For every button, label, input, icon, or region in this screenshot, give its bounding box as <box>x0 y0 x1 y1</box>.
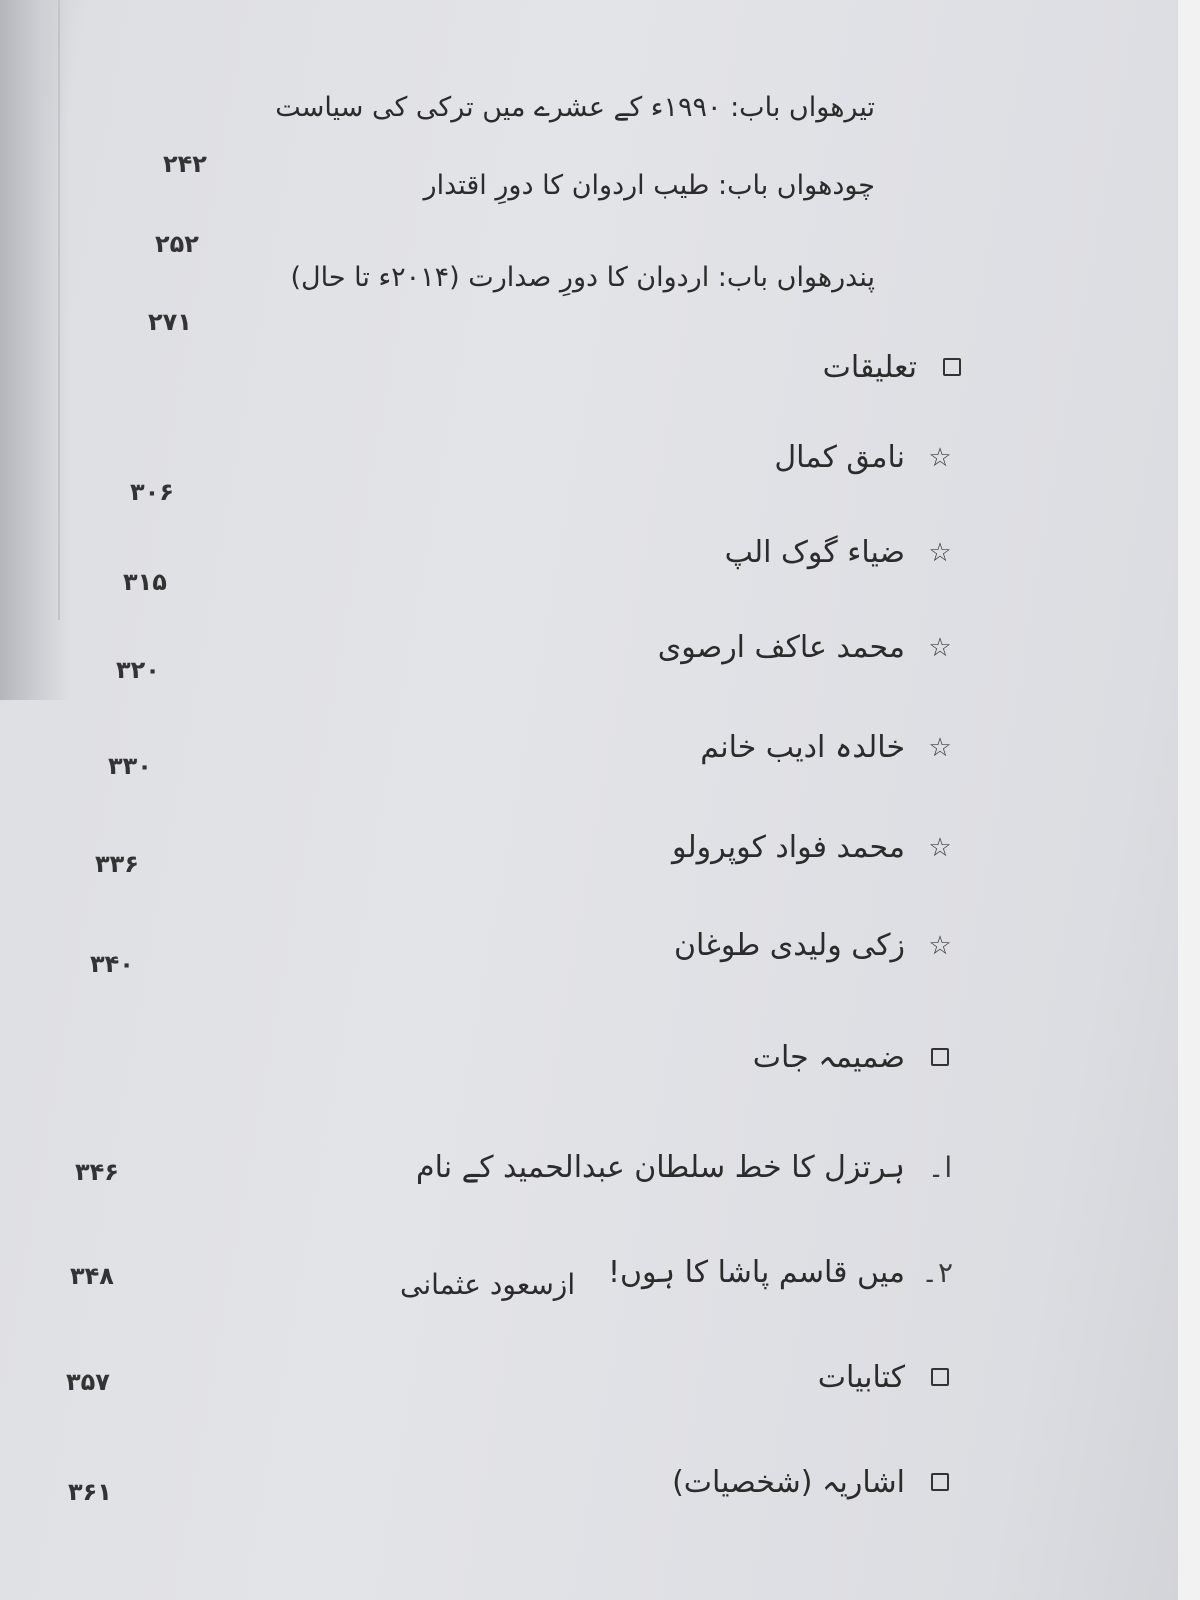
appendices-title: ضمیمہ جات <box>752 1040 905 1075</box>
notes-square-marker <box>939 353 965 383</box>
appendix-item-page: ۳۴۶ <box>75 1158 119 1186</box>
notes-item-title: ضیاء گوک الپ <box>724 535 905 570</box>
notes-item <box>674 928 953 963</box>
index-square-marker <box>927 1468 953 1498</box>
chapter-13-page: ۲۴۲ <box>163 150 207 178</box>
chapter-13-title: تیرھواں باب: ۱۹۹۰ء کے عشرے میں ترکی کی سیاست <box>275 92 875 123</box>
appendix-number: ۲۔ <box>921 1256 953 1289</box>
bibliography-entry <box>818 1360 953 1395</box>
notes-item-page: ۳۲۰ <box>116 656 160 684</box>
notes-item <box>725 535 953 570</box>
notes-item-title: محمد فواد کوپرولو <box>672 830 905 865</box>
bibliography-title: کتابیات <box>817 1360 905 1395</box>
chapter-15-page: ۲۷۱ <box>148 308 192 336</box>
notes-item <box>672 830 953 865</box>
bibliography-square-marker <box>927 1363 953 1393</box>
appendices-square-marker <box>927 1043 953 1073</box>
star-icon: ☆ <box>928 832 952 863</box>
appendix-item-page: ۳۴۸ <box>70 1262 114 1290</box>
chapter-14-page: ۲۵۲ <box>155 230 199 258</box>
chapter-14-title: چودھواں باب: طیب اردوان کا دورِ اقتدار <box>423 170 875 201</box>
chapter-15-title: پندرھواں باب: اردوان کا دورِ صدارت (۲۰۱۴ء تا حال) <box>290 262 875 293</box>
notes-heading <box>823 350 965 385</box>
notes-item-title: محمد عاکف ارصوی <box>657 630 905 665</box>
notes-item-page: ۳۳۶ <box>95 850 139 878</box>
notes-item <box>774 440 953 475</box>
index-title: اشاریہ (شخصیات) <box>672 1465 905 1500</box>
appendix-item <box>608 1255 953 1290</box>
appendix-item <box>416 1150 953 1185</box>
appendix-item-author: ازسعود عثمانی <box>400 1268 576 1301</box>
appendix-item-title: میں قاسم پاشا کا ہوں! <box>607 1255 905 1290</box>
notes-title: تعلیقات <box>822 350 917 385</box>
index-page: ۳۶۱ <box>68 1478 112 1506</box>
bibliography-page: ۳۵۷ <box>66 1368 110 1396</box>
notes-item-page: ۳۱۵ <box>123 568 167 596</box>
notes-item-title: نامق کمال <box>774 440 905 475</box>
star-icon: ☆ <box>928 930 952 961</box>
star-icon: ☆ <box>928 632 952 663</box>
appendix-number: ا۔ <box>927 1151 953 1184</box>
notes-item <box>700 730 953 765</box>
star-icon: ☆ <box>928 732 952 763</box>
notes-item-title: زکی ولیدی طوغان <box>674 928 905 963</box>
notes-item-page: ۳۳۰ <box>108 752 152 780</box>
star-icon: ☆ <box>928 442 952 473</box>
page-fold-line <box>58 0 60 620</box>
adjacent-page-strip <box>1178 0 1200 1600</box>
notes-item-title: خالدہ ادیب خانم <box>700 730 905 765</box>
star-icon: ☆ <box>928 537 952 568</box>
appendices-heading <box>753 1040 953 1075</box>
notes-item <box>658 630 953 665</box>
notes-item-page: ۳۰۶ <box>130 478 174 506</box>
index-entry <box>672 1465 953 1500</box>
appendix-item-title: ہرتزل کا خط سلطان عبدالحمید کے نام <box>416 1150 905 1185</box>
notes-item-page: ۳۴۰ <box>90 950 134 978</box>
